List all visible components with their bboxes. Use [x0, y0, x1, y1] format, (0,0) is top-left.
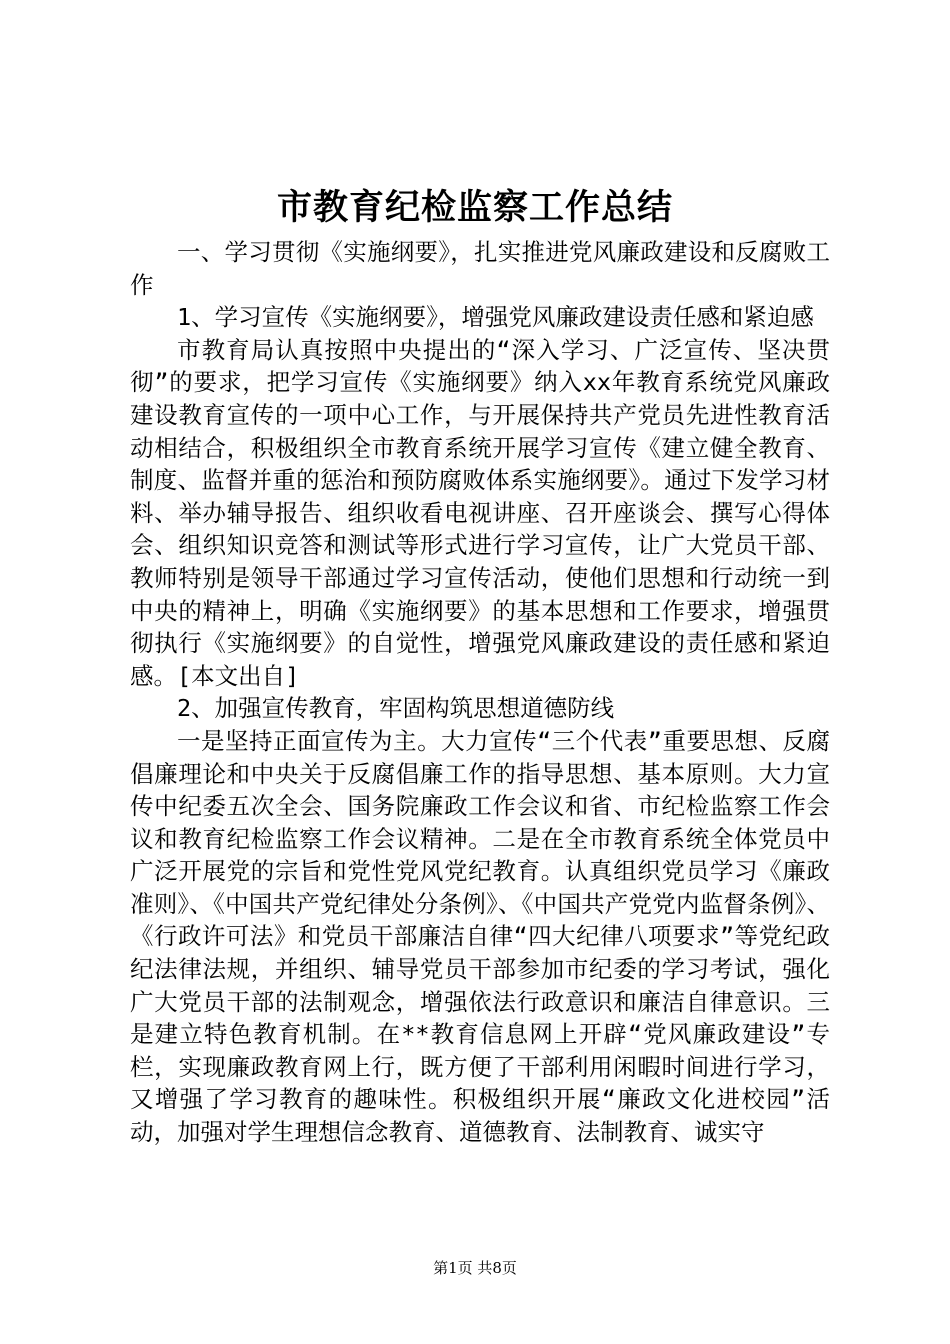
document-title: 市教育纪检监察工作总结 — [276, 187, 673, 228]
document-body — [130, 236, 830, 1149]
section-heading: 一、学习贯彻《实施纲要》，扎实推进党风廉政建设和反腐败工作 — [130, 238, 830, 299]
page-number-footer: 第1页 共8页 — [433, 1259, 517, 1277]
subsection-heading: 2、加强宣传教育，牢固构筑思想道德防线 — [177, 694, 615, 723]
body-paragraph: 一是坚持正面宣传为主。大力宣传“三个代表”重要思想、反腐倡廉理论和中央关于反腐倡廉工作的指导思想、基本原则。大力宣传中纪委五次全会、国务院廉政工作会议和省、市纪检监察工作会议和教育纪检监察工作会议精神。二是在全市教育系统全体党员中广泛开展党的宗旨和党性党风党纪教育。认真组织党员学习《廉政准则》、《中国共产党纪律处分条例》、《中国共产党党内监督条例》、《行政许可法》和党员干部廉洁自律“四大纪律八项要求”等党纪政纪法律法规，并组织、辅导党员干部参加市纪委的学习考试，强化广大党员干部的法制观念，增强依法行政意识和廉洁自律意识。三是建立特色教育机制。在**教育信息网上开辟“党风廉政建设”专栏，实现廉政教育网上行，既方便了干部利用闲暇时间进行学习，又增强了学习教育的趣味性。积极组织开展“廉政文化进校园”活动，加强对学生理想信念教育、道德教育、法制教育、诚实守 — [130, 726, 830, 1147]
subsection-heading: 1、学习宣传《实施纲要》，增强党风廉政建设责任感和紧迫感 — [177, 303, 814, 332]
body-paragraph: 市教育局认真按照中央提出的“深入学习、广泛宣传、坚决贯彻”的要求，把学习宣传《实施纲要》纳入xx年教育系统党风廉政建设教育宣传的一项中心工作，与开展保持共产党员先进性教育活动相结合，积极组织全市教育系统开展学习宣传《建立健全教育、制度、监督并重的惩治和预防腐败体系实施纲要》。通过下发学习材料、举办辅导报告、组织收看电视讲座、召开座谈会、撰写心得体会、组织知识竞答和测试等形式进行学习宣传，让广大党员干部、教师特别是领导干部通过学习宣传活动，使他们思想和行动统一到中央的精神上，明确《实施纲要》的基本思想和工作要求，增强贯彻执行《实施纲要》的自觉性，增强党风廉政建设的责任感和紧迫感。[本文出自] — [130, 335, 830, 690]
